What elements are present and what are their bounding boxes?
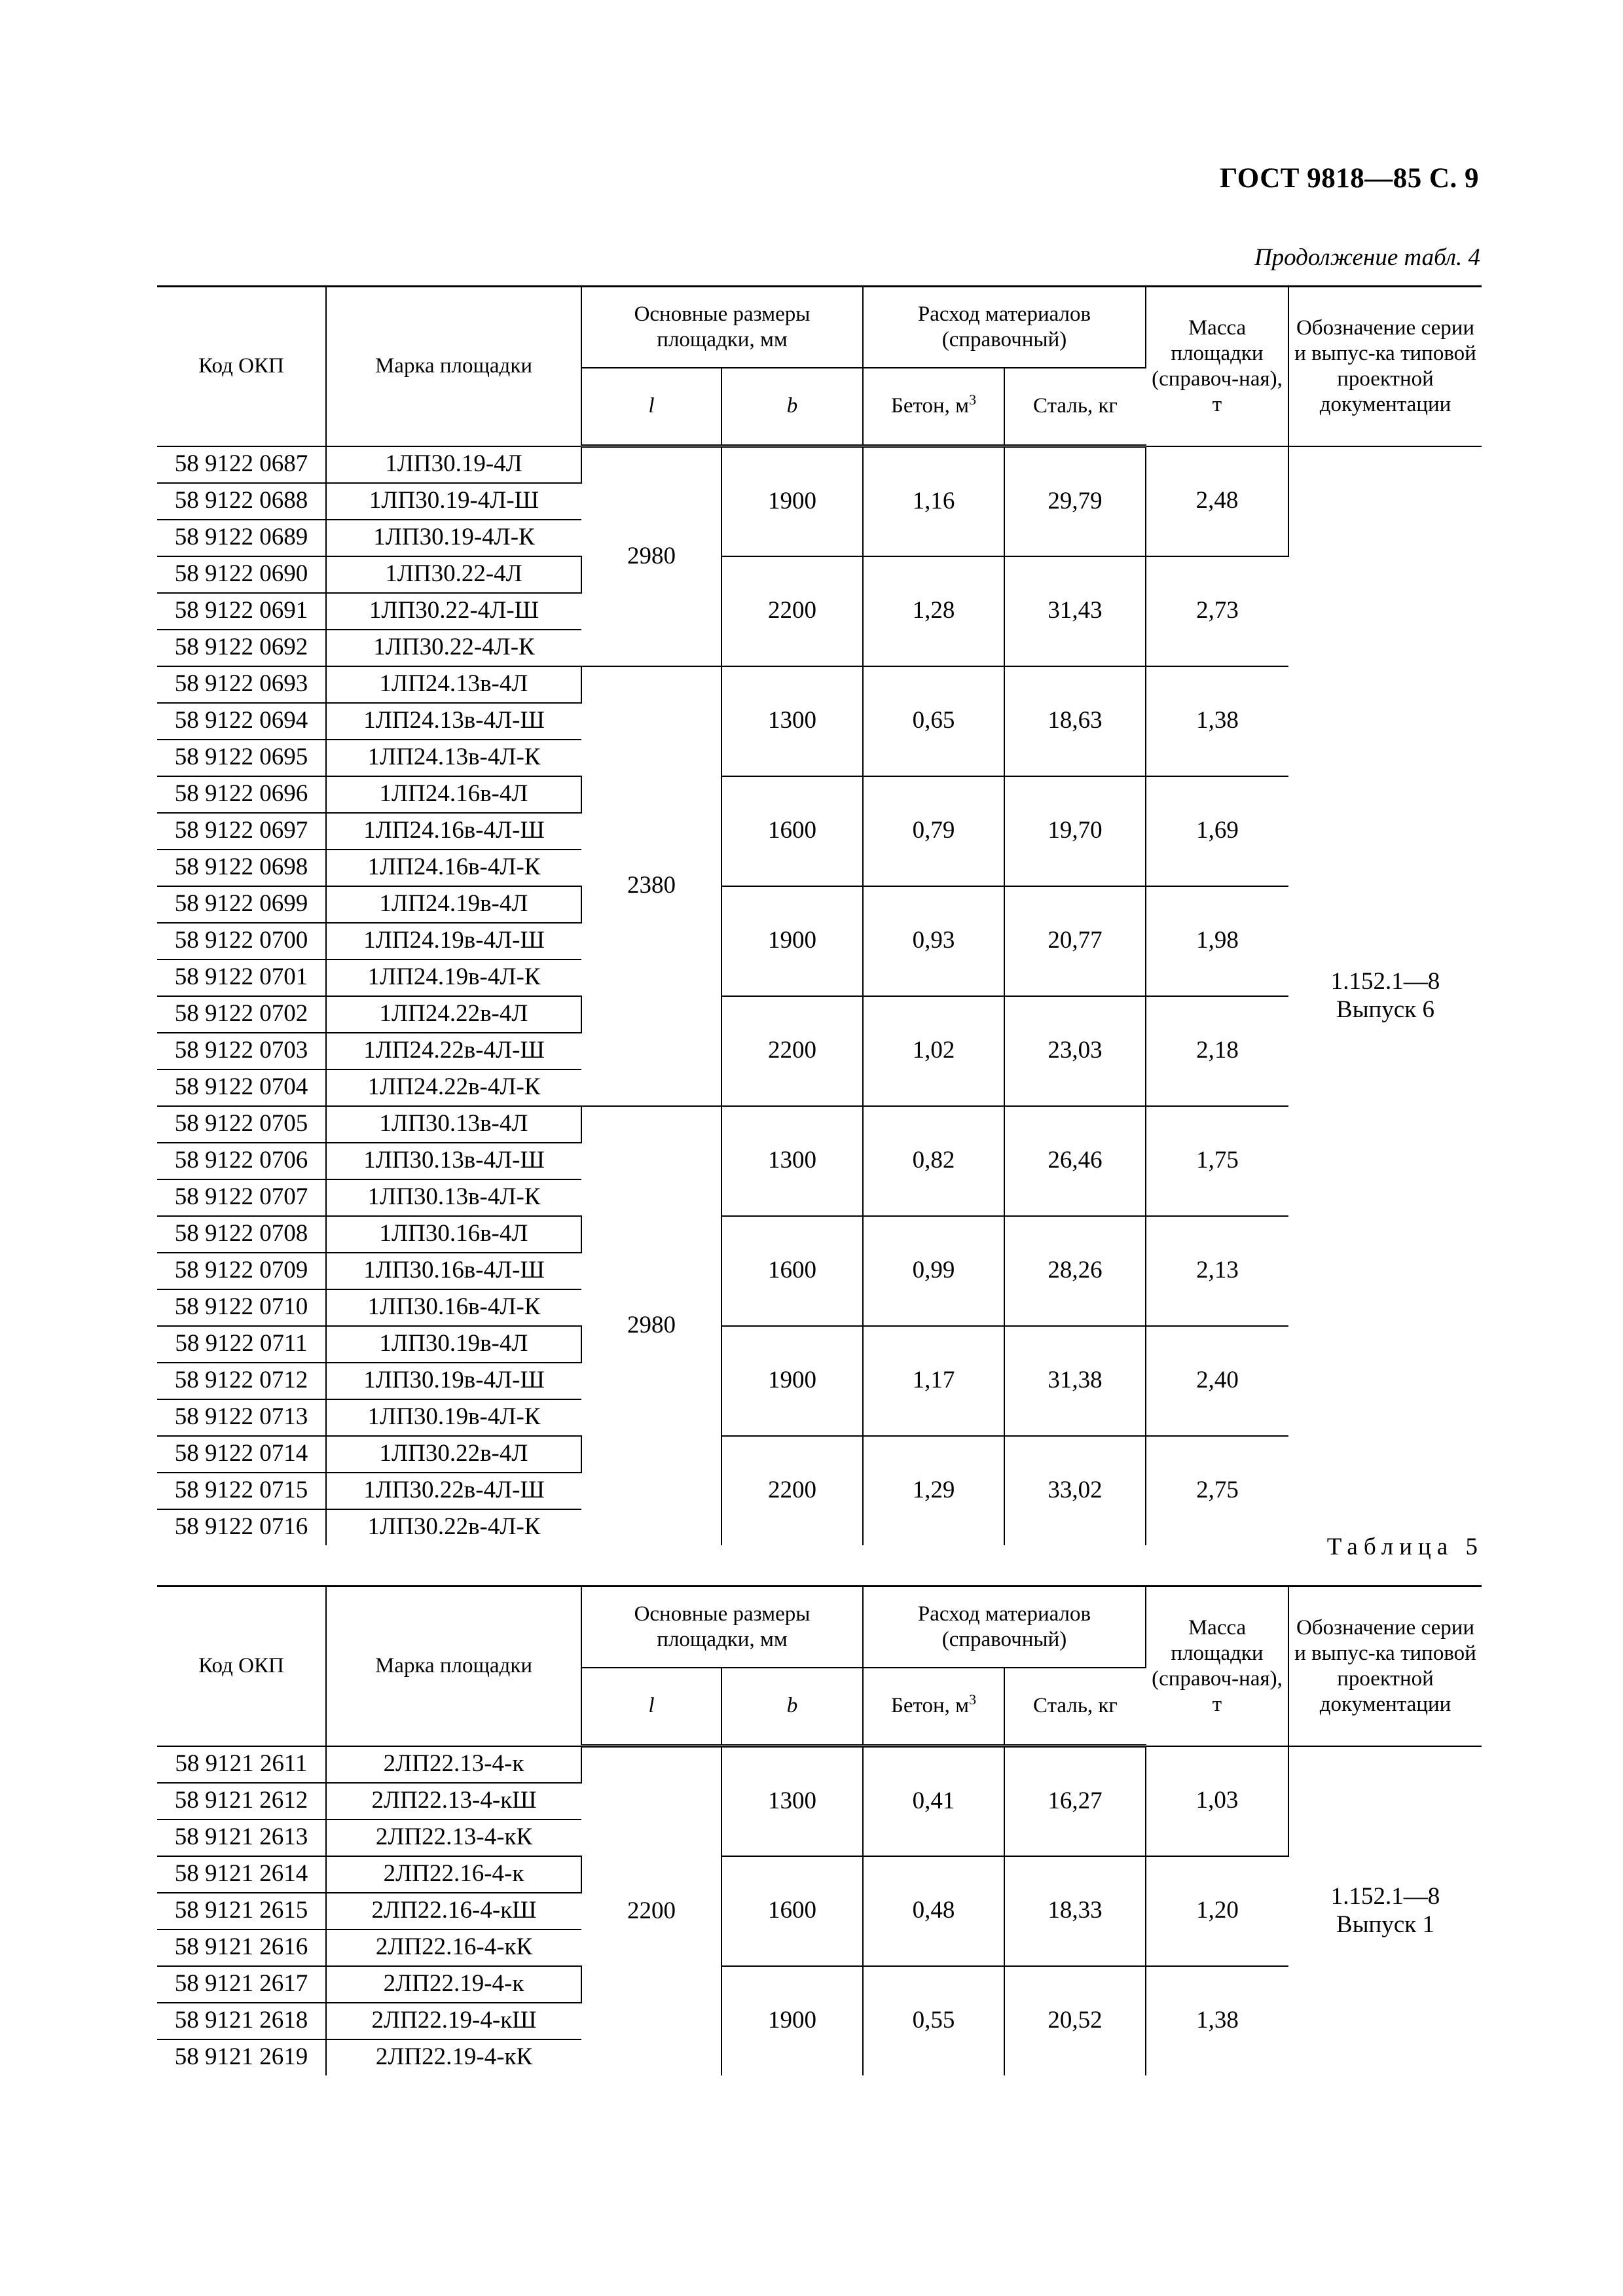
okp-code-cell: 58 9122 0704: [157, 1069, 326, 1106]
platform-mark-cell: 1ЛП30.19в-4Л-К: [326, 1399, 581, 1436]
header-l: l: [581, 368, 721, 446]
platform-mark-cell: 1ЛП30.16в-4Л-К: [326, 1289, 581, 1326]
table-row: [157, 1966, 1482, 2003]
okp-code-cell: 58 9122 0698: [157, 850, 326, 886]
issue-number: Выпуск 1: [1336, 1910, 1435, 1938]
header-steel: Сталь, кг: [1004, 368, 1146, 446]
header-mark: Марка площадки: [326, 1587, 581, 1746]
steel-cell: 29,79: [1004, 446, 1146, 556]
platform-mark-cell: 1ЛП24.22в-4Л: [326, 996, 581, 1033]
okp-code-cell: 58 9122 0689: [157, 520, 326, 556]
steel-cell: 26,46: [1004, 1106, 1146, 1216]
table-row: [157, 1746, 1482, 1783]
header-concrete-label: Бетон, м: [890, 394, 970, 418]
okp-code-cell: 58 9122 0693: [157, 666, 326, 703]
header-l: l: [581, 1668, 721, 1746]
steel-cell: 16,27: [1004, 1746, 1146, 1856]
table-row: [157, 776, 1482, 813]
header-concrete-unit-power: 3: [969, 391, 977, 408]
okp-code-cell: 58 9122 0709: [157, 1253, 326, 1289]
platform-mark-cell: 1ЛП30.16в-4Л-Ш: [326, 1253, 581, 1289]
okp-code-cell: 58 9121 2614: [157, 1856, 326, 1893]
platform-mark-cell: 1ЛП24.13в-4Л-К: [326, 740, 581, 776]
width-b-cell: 1900: [721, 1326, 863, 1436]
okp-code-cell: 58 9122 0703: [157, 1033, 326, 1069]
platform-mark-cell: 1ЛП30.13в-4Л-К: [326, 1179, 581, 1216]
mass-cell: 1,03: [1146, 1746, 1288, 1856]
okp-code-cell: 58 9122 0713: [157, 1399, 326, 1436]
concrete-cell: 1,17: [863, 1326, 1004, 1436]
steel-cell: 33,02: [1004, 1436, 1146, 1545]
platform-mark-cell: 1ЛП30.22в-4Л-Ш: [326, 1473, 581, 1509]
steel-cell: 31,43: [1004, 556, 1146, 666]
table5-caption: Таблица 5: [1326, 1534, 1484, 1560]
concrete-cell: 0,55: [863, 1966, 1004, 2075]
okp-code-cell: 58 9122 0688: [157, 483, 326, 520]
concrete-cell: 0,79: [863, 776, 1004, 886]
table-4: [157, 285, 1482, 1545]
series-designation: 1.152.1—8: [1330, 967, 1440, 995]
platform-mark-cell: 1ЛП30.19в-4Л-Ш: [326, 1363, 581, 1399]
steel-cell: 31,38: [1004, 1326, 1146, 1436]
table-row: [157, 996, 1482, 1033]
okp-code-cell: 58 9121 2615: [157, 1893, 326, 1929]
header-dims: Основные размеры площадки, мм: [581, 287, 863, 368]
okp-code-cell: 58 9121 2617: [157, 1966, 326, 2003]
steel-cell: 20,77: [1004, 886, 1146, 996]
okp-code-cell: 58 9122 0695: [157, 740, 326, 776]
length-l-cell: 2980: [581, 446, 721, 666]
okp-code-cell: 58 9122 0692: [157, 630, 326, 666]
platform-mark-cell: 2ЛП22.16-4-кК: [326, 1929, 581, 1966]
okp-code-cell: 58 9122 0697: [157, 813, 326, 850]
okp-code-cell: 58 9122 0687: [157, 446, 326, 483]
table-5: [157, 1585, 1482, 2075]
width-b-cell: 1600: [721, 1856, 863, 1966]
okp-code-cell: 58 9122 0710: [157, 1289, 326, 1326]
platform-mark-cell: 1ЛП30.19-4Л-Ш: [326, 483, 581, 520]
mass-cell: 1,38: [1146, 1966, 1288, 2075]
okp-code-cell: 58 9121 2619: [157, 2039, 326, 2075]
concrete-cell: 0,82: [863, 1106, 1004, 1216]
header-code: Код ОКП: [157, 287, 326, 446]
platform-mark-cell: 1ЛП24.19в-4Л: [326, 886, 581, 923]
table4-continuation-note: Продолжение табл. 4: [1254, 244, 1480, 271]
platform-mark-cell: 1ЛП24.16в-4Л-Ш: [326, 813, 581, 850]
okp-code-cell: 58 9122 0714: [157, 1436, 326, 1473]
okp-code-cell: 58 9122 0711: [157, 1326, 326, 1363]
platform-mark-cell: 2ЛП22.13-4-к: [326, 1746, 581, 1783]
concrete-cell: 1,29: [863, 1436, 1004, 1545]
okp-code-cell: 58 9122 0716: [157, 1509, 326, 1545]
table4-body: [157, 446, 1482, 1545]
steel-cell: 18,33: [1004, 1856, 1146, 1966]
concrete-cell: 1,02: [863, 996, 1004, 1106]
platform-mark-cell: 1ЛП30.22-4Л: [326, 556, 581, 593]
header-dims: Основные размеры площадки, мм: [581, 1587, 863, 1668]
header-steel: Сталь, кг: [1004, 1668, 1146, 1746]
width-b-cell: 1900: [721, 886, 863, 996]
table-row: [157, 1326, 1482, 1363]
concrete-cell: 0,99: [863, 1216, 1004, 1326]
platform-mark-cell: 2ЛП22.19-4-к: [326, 1966, 581, 2003]
okp-code-cell: 58 9121 2612: [157, 1783, 326, 1820]
width-b-cell: 1300: [721, 666, 863, 776]
steel-cell: 18,63: [1004, 666, 1146, 776]
width-b-cell: 1900: [721, 1966, 863, 2075]
documentation-cell: [1288, 446, 1482, 1545]
platform-mark-cell: 1ЛП24.19в-4Л-Ш: [326, 923, 581, 960]
table-row: [157, 556, 1482, 593]
okp-code-cell: 58 9122 0712: [157, 1363, 326, 1399]
table-row: [157, 1856, 1482, 1893]
header-mass: Масса площадки (справоч-ная), т: [1146, 287, 1288, 446]
length-l-cell: 2380: [581, 666, 721, 1106]
okp-code-cell: 58 9121 2616: [157, 1929, 326, 1966]
platform-mark-cell: 1ЛП30.13в-4Л-Ш: [326, 1143, 581, 1179]
platform-mark-cell: 1ЛП24.22в-4Л-К: [326, 1069, 581, 1106]
header-doc: Обозначение серии и выпус-ка типовой проектной документации: [1288, 1587, 1482, 1746]
header-concrete-label: Бетон, м: [890, 1694, 970, 1718]
concrete-cell: 0,93: [863, 886, 1004, 996]
header-doc: Обозначение серии и выпус-ка типовой проектной документации: [1288, 287, 1482, 446]
okp-code-cell: 58 9122 0705: [157, 1106, 326, 1143]
header-concrete: [863, 1668, 1004, 1746]
mass-cell: 2,48: [1146, 446, 1288, 556]
steel-cell: 20,52: [1004, 1966, 1146, 2075]
issue-number: Выпуск 6: [1336, 996, 1435, 1023]
steel-cell: 28,26: [1004, 1216, 1146, 1326]
okp-code-cell: 58 9122 0699: [157, 886, 326, 923]
header-b: b: [721, 1668, 863, 1746]
width-b-cell: 2200: [721, 1436, 863, 1545]
concrete-cell: 0,41: [863, 1746, 1004, 1856]
width-b-cell: 1300: [721, 1106, 863, 1216]
okp-code-cell: 58 9122 0707: [157, 1179, 326, 1216]
mass-cell: 1,38: [1146, 666, 1288, 776]
okp-code-cell: 58 9122 0690: [157, 556, 326, 593]
table-row: [157, 1436, 1482, 1473]
okp-code-cell: 58 9122 0706: [157, 1143, 326, 1179]
mass-cell: 1,75: [1146, 1106, 1288, 1216]
platform-mark-cell: 1ЛП24.22в-4Л-Ш: [326, 1033, 581, 1069]
series-designation: 1.152.1—8: [1330, 1882, 1440, 1910]
mass-cell: 1,98: [1146, 886, 1288, 996]
platform-mark-cell: 2ЛП22.13-4-кК: [326, 1820, 581, 1856]
okp-code-cell: 58 9122 0708: [157, 1216, 326, 1253]
table-row: [157, 446, 1482, 483]
platform-mark-cell: 1ЛП24.19в-4Л-К: [326, 960, 581, 996]
platform-mark-cell: 2ЛП22.13-4-кШ: [326, 1783, 581, 1820]
header-concrete: [863, 368, 1004, 446]
mass-cell: 2,40: [1146, 1326, 1288, 1436]
length-l-cell: 2980: [581, 1106, 721, 1545]
okp-code-cell: 58 9122 0715: [157, 1473, 326, 1509]
header-concrete-unit-power: 3: [969, 1691, 977, 1708]
platform-mark-cell: 2ЛП22.16-4-кШ: [326, 1893, 581, 1929]
concrete-cell: 1,16: [863, 446, 1004, 556]
platform-mark-cell: 1ЛП30.22-4Л-Ш: [326, 593, 581, 630]
okp-code-cell: 58 9121 2611: [157, 1746, 326, 1783]
length-l-cell: 2200: [581, 1746, 721, 2075]
width-b-cell: 1600: [721, 776, 863, 886]
concrete-cell: 1,28: [863, 556, 1004, 666]
table5-body: [157, 1746, 1482, 2075]
okp-code-cell: 58 9122 0700: [157, 923, 326, 960]
header-code: Код ОКП: [157, 1587, 326, 1746]
okp-code-cell: 58 9122 0702: [157, 996, 326, 1033]
header-materials: Расход материалов (справочный): [863, 1587, 1146, 1668]
steel-cell: 19,70: [1004, 776, 1146, 886]
concrete-cell: 0,65: [863, 666, 1004, 776]
table-row: [157, 1216, 1482, 1253]
concrete-cell: 0,48: [863, 1856, 1004, 1966]
mass-cell: 1,69: [1146, 776, 1288, 886]
platform-mark-cell: 1ЛП24.13в-4Л-Ш: [326, 703, 581, 740]
platform-mark-cell: 1ЛП30.22в-4Л-К: [326, 1509, 581, 1545]
width-b-cell: 1900: [721, 446, 863, 556]
width-b-cell: 1300: [721, 1746, 863, 1856]
platform-mark-cell: 1ЛП24.16в-4Л: [326, 776, 581, 813]
header-mark: Марка площадки: [326, 287, 581, 446]
documentation-cell: [1288, 1746, 1482, 2075]
mass-cell: 2,75: [1146, 1436, 1288, 1545]
platform-mark-cell: 2ЛП22.19-4-кШ: [326, 2003, 581, 2039]
okp-code-cell: 58 9122 0696: [157, 776, 326, 813]
width-b-cell: 2200: [721, 996, 863, 1106]
mass-cell: 2,73: [1146, 556, 1288, 666]
platform-mark-cell: 1ЛП30.19-4Л: [326, 446, 581, 483]
table-row: [157, 886, 1482, 923]
platform-mark-cell: 1ЛП24.13в-4Л: [326, 666, 581, 703]
platform-mark-cell: 2ЛП22.19-4-кК: [326, 2039, 581, 2075]
header-mass: Масса площадки (справоч-ная), т: [1146, 1587, 1288, 1746]
platform-mark-cell: 1ЛП30.13в-4Л: [326, 1106, 581, 1143]
okp-code-cell: 58 9122 0691: [157, 593, 326, 630]
platform-mark-cell: 1ЛП30.22-4Л-К: [326, 630, 581, 666]
okp-code-cell: 58 9121 2618: [157, 2003, 326, 2039]
mass-cell: 1,20: [1146, 1856, 1288, 1966]
okp-code-cell: 58 9121 2613: [157, 1820, 326, 1856]
platform-mark-cell: 1ЛП30.16в-4Л: [326, 1216, 581, 1253]
header-b: b: [721, 368, 863, 446]
width-b-cell: 2200: [721, 556, 863, 666]
platform-mark-cell: 1ЛП30.19-4Л-К: [326, 520, 581, 556]
okp-code-cell: 58 9122 0694: [157, 703, 326, 740]
page-header: ГОСТ 9818—85 С. 9: [1219, 163, 1479, 194]
platform-mark-cell: 2ЛП22.16-4-к: [326, 1856, 581, 1893]
steel-cell: 23,03: [1004, 996, 1146, 1106]
platform-mark-cell: 1ЛП24.16в-4Л-К: [326, 850, 581, 886]
okp-code-cell: 58 9122 0701: [157, 960, 326, 996]
table-row: [157, 1106, 1482, 1143]
header-materials: Расход материалов (справочный): [863, 287, 1146, 368]
mass-cell: 2,13: [1146, 1216, 1288, 1326]
platform-mark-cell: 1ЛП30.22в-4Л: [326, 1436, 581, 1473]
table-row: [157, 666, 1482, 703]
platform-mark-cell: 1ЛП30.19в-4Л: [326, 1326, 581, 1363]
width-b-cell: 1600: [721, 1216, 863, 1326]
mass-cell: 2,18: [1146, 996, 1288, 1106]
